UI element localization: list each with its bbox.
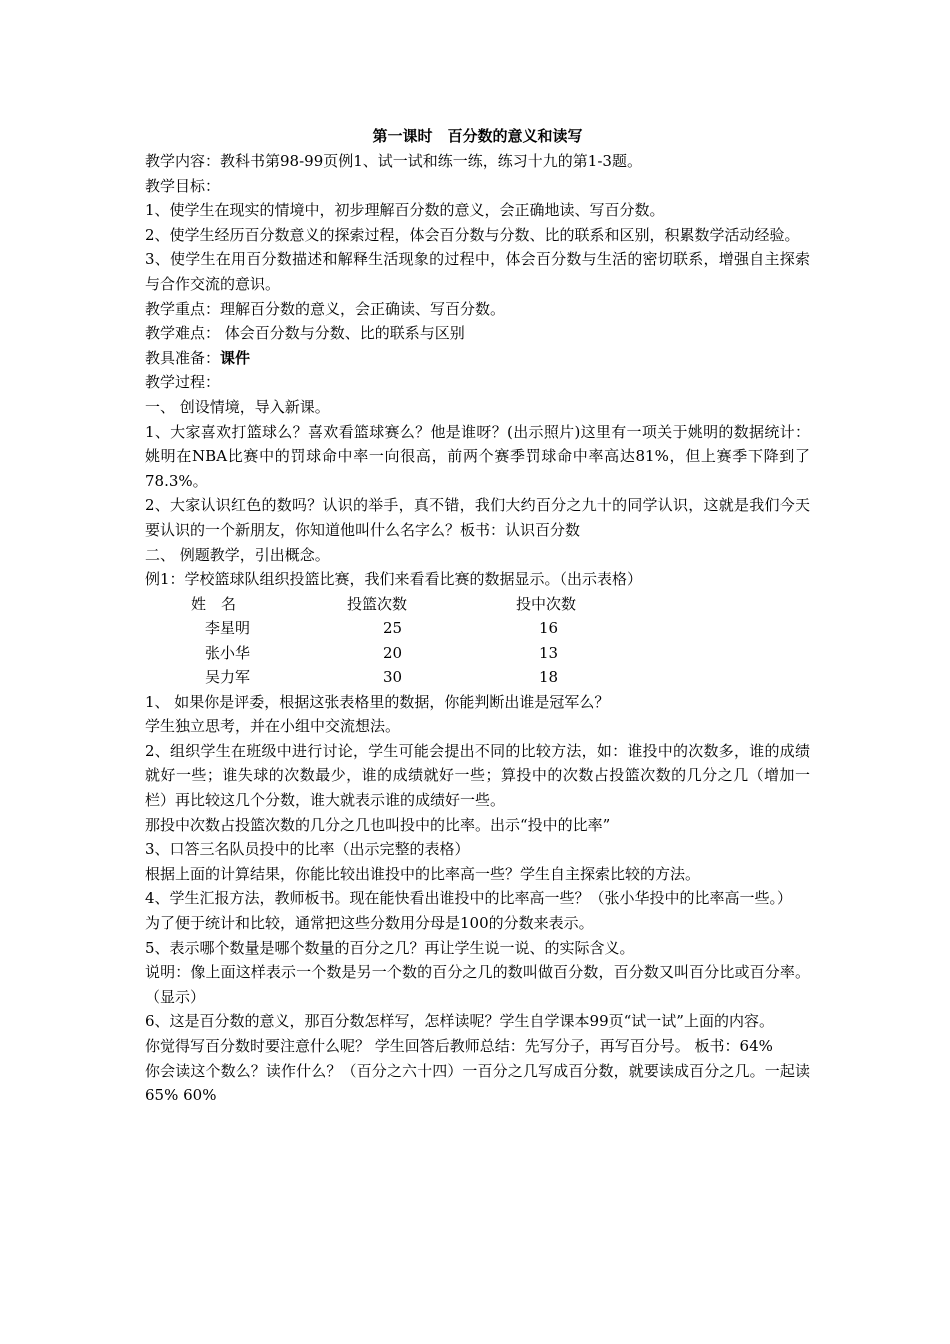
student-think: 学生独立思考，并在小组中交流想法。 — [145, 717, 401, 736]
cell-attempts: 25 — [383, 619, 403, 638]
difficult-point: 教学难点： 体会百分数与分数、比的联系与区别 — [145, 324, 465, 343]
cell-hits: 18 — [539, 668, 559, 687]
compare-results: 根据上面的计算结果，你能比较出谁投中的比率高一些？学生自主探索比较的方法。 — [145, 864, 701, 883]
step-6: 6、这是百分数的意义，那百分数怎样写，怎样读呢？学生自学课本99页“试一试”上面的内容。 — [145, 1012, 774, 1031]
cell-name: 李星明 — [205, 619, 251, 638]
section-1-heading: 一、 创设情境，导入新课。 — [145, 397, 330, 416]
teaching-content: 教学内容：教科书第98-99页例1、试一试和练一练，练习十九的第1-3题。 — [145, 152, 642, 170]
header-hits: 投中次数 — [516, 594, 577, 613]
example-1: 例1：学校篮球队组织投篮比赛，我们来看看比赛的数据显示。（出示表格） — [145, 570, 643, 589]
process-heading: 教学过程： — [145, 373, 221, 392]
denominator-100: 为了便于统计和比较，通常把这些分数用分母是100的分数来表示。 — [145, 914, 594, 933]
step-4: 4、学生汇报方法，教师板书。现在能快看出谁投中的比率高一些？（张小华投中的比率高一些。） — [145, 889, 793, 908]
header-name: 姓 名 — [191, 594, 237, 613]
ratio-intro: 那投中次数占投篮次数的几分之几也叫投中的比率。出示“投中的比率” — [145, 815, 611, 834]
goal-1: 1、使学生在现实的情境中，初步理解百分数的意义，会正确地读、写百分数。 — [145, 201, 665, 220]
score-table — [145, 592, 810, 690]
intro-paragraph-1: 1、大家喜欢打篮球么？喜欢看篮球赛么？他是谁呀？(出示照片)这里有一项关于姚明的数据统计：姚明在NBA比赛中的罚球命中率一向很高，前两个赛季罚球命中率高达81%，但上赛季下降到了78.3%。 — [145, 422, 810, 490]
definition: 说明：像上面这样表示一个数是另一个数的百分之几的数叫做百分数，百分数又叫百分比或百分率。（显示） — [145, 963, 810, 1006]
cell-name: 张小华 — [205, 643, 251, 662]
cell-attempts: 30 — [383, 668, 403, 687]
cell-attempts: 20 — [383, 643, 403, 662]
document-page — [145, 124, 810, 1108]
discussion-2: 2、组织学生在班级中进行讨论，学生可能会提出不同的比较方法，如：谁投中的次数多，谁的成绩就好一些；谁失球的次数最少，谁的成绩就好一些；算投中的次数占投篮次数的几分之几（增加一栏）再比较这几个分数，谁大就表示谁的成绩好一些。 — [145, 741, 810, 810]
writing-note: 你觉得写百分数时要注意什么呢？ 学生回答后教师总结：先写分子，再写百分号。 板书：64% — [145, 1037, 773, 1055]
reading-note: 你会读这个数么？读作什么？（百分之六十四）一百分之几写成百分数，就要读成百分之几。一起读 65% 60% — [145, 1061, 810, 1105]
step-5: 5、表示哪个数量是哪个数量的百分之几？再让学生说一说、的实际含义。 — [145, 938, 635, 957]
table-row — [145, 641, 810, 666]
goal-3: 3、使学生在用百分数描述和解释生活现象的过程中，体会百分数与生活的密切联系，增强自主探索与合作交流的意识。 — [145, 250, 810, 293]
header-attempts: 投篮次数 — [347, 594, 408, 613]
prep-value: 课件 — [220, 348, 251, 367]
table-header-row — [145, 592, 810, 617]
prep-label: 教具准备： — [145, 348, 221, 367]
step-3: 3、口答三名队员投中的比率（出示完整的表格） — [145, 840, 470, 859]
goals-heading: 教学目标： — [145, 176, 221, 195]
table-row — [145, 616, 810, 641]
question-1: 1、 如果你是评委，根据这张表格里的数据，你能判断出谁是冠军么？ — [145, 692, 610, 711]
intro-paragraph-2: 2、大家认识红色的数吗？认识的举手，真不错，我们大约百分之九十的同学认识，这就是我们今天要认识的一个新朋友，你知道他叫什么名字么？板书：认识百分数 — [145, 496, 810, 539]
key-point: 教学重点：理解百分数的意义，会正确读、写百分数。 — [145, 299, 506, 318]
goal-2: 2、使学生经历百分数意义的探索过程，体会百分数与分数、比的联系和区别，积累数学活动经验。 — [145, 225, 800, 244]
lesson-title: 第一课时 百分数的意义和读写 — [372, 127, 583, 145]
cell-hits: 13 — [539, 643, 559, 662]
section-2-heading: 二、 例题教学，引出概念。 — [145, 545, 330, 564]
cell-name: 吴力军 — [205, 668, 251, 687]
table-row — [145, 665, 810, 690]
cell-hits: 16 — [539, 619, 559, 638]
teaching-prep — [145, 346, 810, 371]
